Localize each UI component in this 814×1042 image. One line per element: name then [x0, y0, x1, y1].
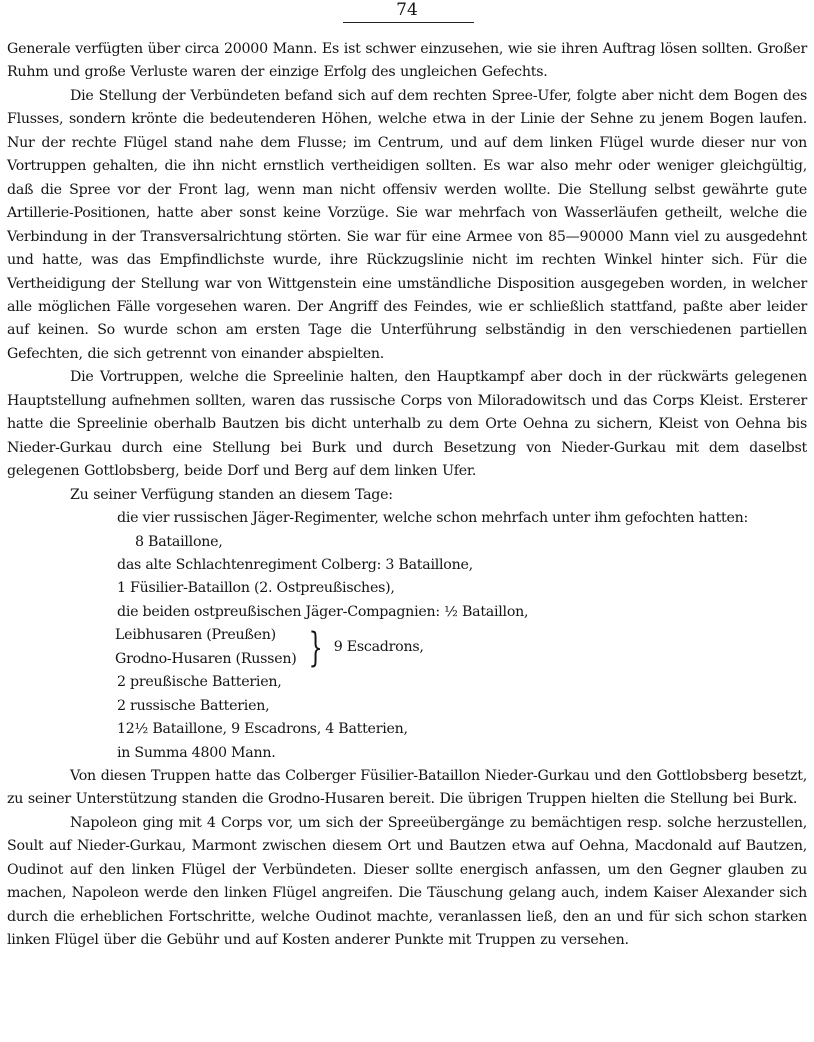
page-number: 74 [396, 0, 418, 20]
paragraph-vortruppen: Die Vortruppen, welche die Spreelinie halten, den Hauptkampf aber doch in der rückwärts gelegenen Hauptstellung aufnehmen sollten, waren das russische Corps von Miloradowitsch und das Corps Kleist. Ersterer hatte die Spreelinie oberhalb Bautzen bis dicht unterhalb zu dem Orte Oehna zu sichern, Kleist von Oehna bis Nieder-Gurkau durch eine Stellung bei Burk und durch Besetzung von Nieder-Gurkau mit dem daselbst gelegenen Gottlobsberg, beide Dorf und Berg auf dem linken Ufer. [7, 369, 807, 480]
paragraph-colberger-position: Von diesen Truppen hatte das Colberger Füsilier-Bataillon Nieder-Gurkau und den Gottlobsberg besetzt, zu seiner Unterstützung standen die Grodno-Husaren bereit. Die übrigen Truppen hielten die Stellung bei Burk. [7, 768, 807, 808]
paragraph-continuation: Generale verfügten über circa 20000 Mann. Es ist schwer einzusehen, wie sie ihren Auftrag lösen sollten. Großer Ruhm und große Verluste waren der einzige Erfolg des ungleichen Gefechts. [7, 41, 807, 81]
page-header [0, 0, 814, 24]
list-item-grodno: Grodno-Husaren (Russen) [115, 650, 297, 667]
paragraph-troop-intro: Zu seiner Verfügung standen an diesem Tage: [70, 486, 393, 503]
paragraph-napoleon-advance: Napoleon ging mit 4 Corps vor, um sich der Spreeübergänge zu bemächtigen resp. solche herzustellen, Soult auf Nieder-Gurkau, Marmont zwischen diesem Ort und Bautzen etwa auf Oehna, Macdonald auf Bautzen, Oudinot auf den linken Flügel der Verbündeten. Dieser sollte energisch anfassen, um den Gegner glauben zu machen, Napoleon werde den linken Flügel angreifen. Die Täuschung gelang auch, indem Kaiser Alexander sich durch die erheblichen Fortschritte, welche Oudinot machte, veranlassen ließ, den an und für sich schon starken linken Flügel über die Gebühr und auf Kosten anderer Punkte mit Truppen zu versehen. [7, 814, 807, 949]
list-item-jaeger-count: 8 Bataillone, [135, 533, 223, 550]
list-item-jaeger: die vier russischen Jäger-Regimenter, welche schon mehrfach unter ihm gefochten hatten: [117, 510, 749, 527]
page-body [7, 38, 807, 953]
list-item-preussische-batterien: 2 preußische Batterien, [117, 674, 282, 691]
list-item-russische-batterien: 2 russische Batterien, [117, 697, 270, 714]
list-item-escadrons: 9 Escadrons, [333, 639, 424, 656]
list-item-fusilier: 1 Füsilier-Bataillon (2. Ostpreußisches), [117, 580, 395, 597]
list-item-total-sum: in Summa 4800 Mann. [117, 744, 276, 761]
troop-list [7, 507, 807, 765]
list-item-colberg: das alte Schlachtenregiment Colberg: 3 Bataillone, [117, 556, 473, 573]
list-item-hussars [7, 624, 807, 671]
paragraph-position-description: Die Stellung der Verbündeten befand sich auf dem rechten Spree-Ufer, folgte aber nicht dem Bogen des Flusses, sondern krönte die bedeutenderen Höhen, welche etwa in der Linie der Sehne zu jenem Bogen laufen. Nur der rechte Flügel stand nahe dem Flusse; im Centrum, und auf dem linken Flügel wurde dieser nur von Vortruppen gehalten, die ihn nicht ernstlich vertheidigen sollten. Es war also mehr oder weniger gleichgültig, daß die Spree vor der Front lag, wenn man nicht offensiv werden wollte. Die Stellung selbst gewährte gute Artillerie-Positionen, hatte aber sonst keine Vorzüge. Sie war mehrfach von Wasserläufen getheilt, welche die Verbindung in der Transversalrichtung störten. Sie war für eine Armee von 85—90000 Mann viel zu ausgedehnt und hatte, was das Empfindlichste wurde, ihre Rückzugslinie nicht im rechten Winkel hinter sich. Für die Vertheidigung der Stellung war von Wittgenstein eine umständliche Disposition ausgegeben worden, in welcher alle möglichen Fälle vorgesehen waren. Der Angriff des Feindes, wie er schließlich stattfand, paßte aber leider auf keinen. So wurde schon am ersten Tage die Unterführung selbständig in den verschiedenen partiellen Gefechten, die sich getrennt von einander abspielten. [7, 87, 807, 362]
list-item-total-units: 12½ Bataillone, 9 Escadrons, 4 Batterien, [117, 721, 408, 738]
list-item-ostpreussische: die beiden ostpreußischen Jäger-Compagnien: ½ Bataillon, [117, 603, 529, 620]
curly-brace-icon: } [308, 624, 323, 671]
list-item-leibhusaren: Leibhusaren (Preußen) [115, 627, 276, 644]
header-rule [343, 22, 474, 23]
hussar-units [115, 624, 297, 671]
